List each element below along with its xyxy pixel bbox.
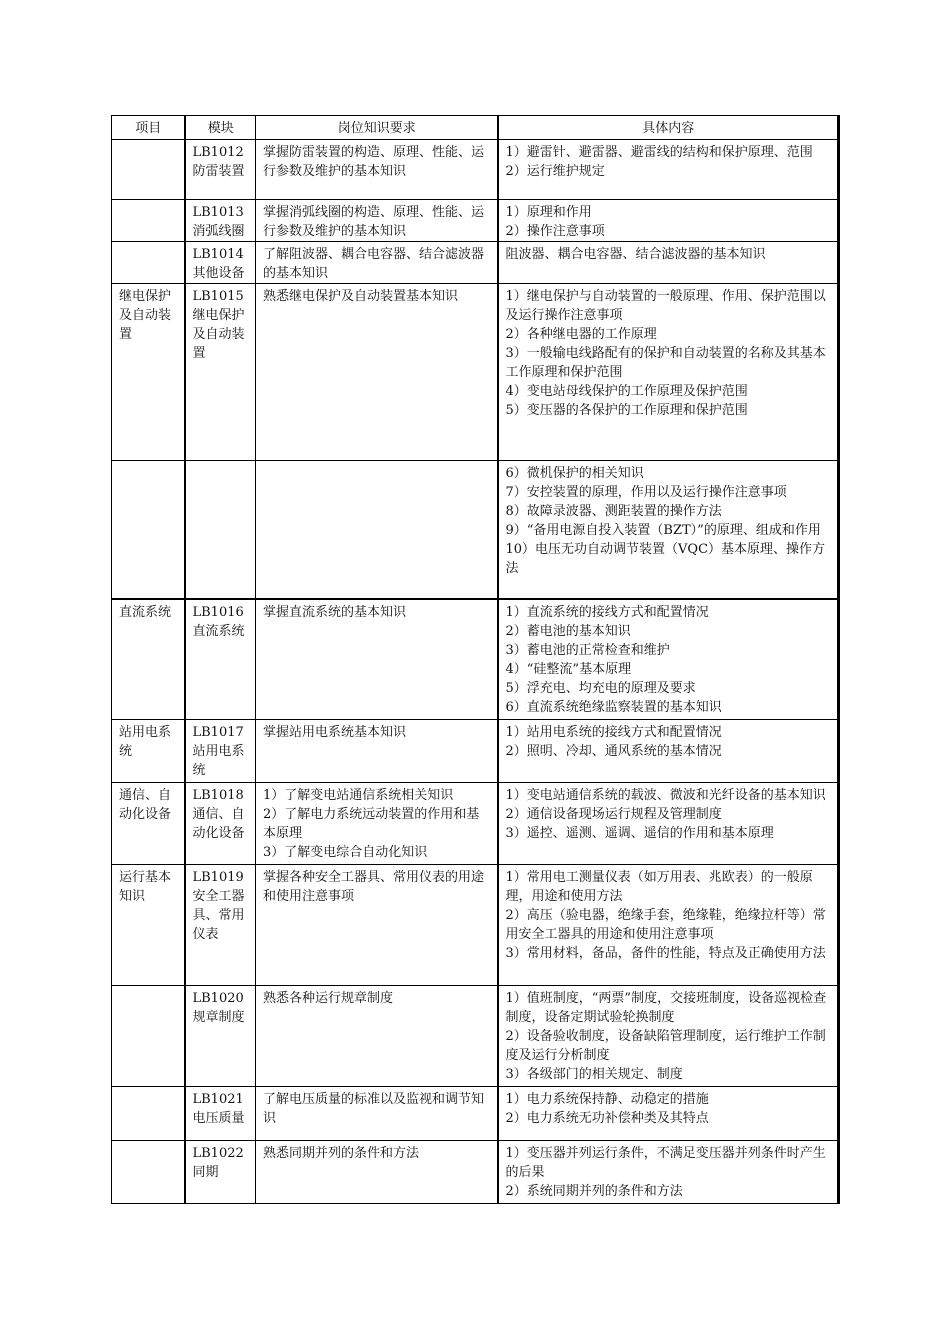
- cell-content-text: 1）原理和作用 2）操作注意事项: [505, 205, 605, 239]
- cell-module-text: LB1019 安全工器具、常用仪表: [192, 870, 245, 942]
- cell-module-text: LB1012 防雷装置: [192, 145, 245, 179]
- header-content: 具体内容: [498, 116, 839, 140]
- cell-content: [498, 1141, 839, 1204]
- cell-module: [185, 986, 256, 1087]
- cell-requirement-text: 掌握直流系统的基本知识: [263, 604, 407, 620]
- knowledge-requirements-table: [111, 115, 840, 1204]
- cell-content-text: 1）避雷针、避雷器、避雷线的结构和保护原理、范围 2）运行维护规定: [505, 145, 813, 179]
- cell-requirement: [256, 200, 498, 242]
- cell-content-text: 1）直流系统的接线方式和配置情况 2）蓄电池的基本知识 3）蓄电池的正常检查和维护 4）“硅整流”基本原理 5）浮充电、均充电的原理及要求 6）直流系统绝缘监察装置的基本知识: [505, 604, 722, 715]
- header-module: 模块: [185, 116, 256, 140]
- cell-requirement: [256, 461, 498, 599]
- cell-requirement: [256, 1087, 498, 1141]
- cell-item: [112, 1087, 185, 1141]
- header-requirement: 岗位知识要求: [256, 116, 498, 140]
- cell-requirement: [256, 720, 498, 783]
- cell-module: [185, 200, 256, 242]
- cell-content-text: 阻波器、耦合电容器、结合滤波器的基本知识: [505, 247, 766, 262]
- cell-item-text: 继电保护及自动装置: [119, 289, 172, 342]
- cell-item: [112, 986, 185, 1087]
- table-row: [112, 1141, 839, 1204]
- cell-requirement: [256, 284, 498, 461]
- cell-item-text: 运行基本知识: [119, 870, 172, 904]
- table-row: [112, 783, 839, 865]
- table-row: [112, 599, 839, 720]
- cell-requirement-text: 了解阻波器、耦合电容器、结合滤波器的基本知识: [263, 247, 485, 281]
- cell-module: [185, 140, 256, 200]
- cell-item: [112, 720, 185, 783]
- cell-content: [498, 1087, 839, 1141]
- cell-requirement: [256, 986, 498, 1087]
- cell-requirement-text: 熟悉各种运行规章制度: [263, 991, 394, 1006]
- table-row: [112, 986, 839, 1087]
- cell-content: [498, 720, 839, 783]
- cell-module-text: LB1013 消弧线圈: [192, 205, 245, 239]
- cell-module: [185, 1087, 256, 1141]
- cell-content: [498, 461, 839, 599]
- cell-requirement: [256, 242, 498, 284]
- cell-item-text: 通信、自动化设备: [119, 788, 172, 822]
- cell-module-text: LB1021 电压质量: [192, 1092, 245, 1126]
- header-item: 项目: [112, 116, 185, 140]
- cell-content: [498, 140, 839, 200]
- cell-requirement-text: 掌握各种安全工器具、常用仪表的用途和使用注意事项: [263, 870, 485, 904]
- cell-requirement-text: 掌握站用电系统基本知识: [263, 725, 407, 740]
- cell-content-text: 1）变压器并列运行条件，不满足变压器并列条件时产生的后果 2）系统同期并列的条件和方法: [505, 1146, 826, 1199]
- cell-content: [498, 783, 839, 865]
- cell-requirement-text: 熟悉同期并列的条件和方法: [263, 1146, 420, 1161]
- cell-module-text: LB1018 通信、自动化设备: [192, 788, 245, 841]
- table-row: [112, 720, 839, 783]
- table-row: [112, 140, 839, 200]
- cell-module: [185, 461, 256, 599]
- cell-item: [112, 1141, 185, 1204]
- cell-item: [112, 783, 185, 865]
- cell-module: [185, 1141, 256, 1204]
- cell-content-text: 6）微机保护的相关知识 7）安控装置的原理，作用以及运行操作注意事项 8）故障录波器、测距装置的操作方法 9）“备用电源自投入装置（BZT）”的原理、组成和作用 10）电压无功自动调节装置（VQC）基本原理、操作方法: [505, 466, 826, 576]
- cell-requirement-text: 熟悉继电保护及自动装置基本知识: [263, 289, 459, 304]
- table-row: [112, 242, 839, 284]
- cell-item: [112, 242, 185, 284]
- cell-requirement-text: 掌握防雷装置的构造、原理、性能、运行参数及维护的基本知识: [263, 145, 485, 179]
- cell-module-text: LB1014 其他设备: [192, 247, 245, 281]
- table-header-row: [112, 116, 839, 140]
- cell-requirement: [256, 865, 498, 986]
- cell-item: [112, 140, 185, 200]
- cell-module-text: LB1017 站用电系统: [192, 725, 245, 778]
- cell-requirement: [256, 140, 498, 200]
- cell-item: [112, 865, 185, 986]
- cell-module-text: LB1020 规章制度: [192, 991, 245, 1025]
- cell-module: [185, 284, 256, 461]
- table-row: [112, 1087, 839, 1141]
- cell-requirement-text: 了解电压质量的标准以及监视和调节知识: [263, 1092, 485, 1126]
- cell-module: [185, 720, 256, 783]
- cell-item: [112, 461, 185, 599]
- cell-module: [185, 242, 256, 284]
- cell-requirement-text: 掌握消弧线圈的构造、原理、性能、运行参数及维护的基本知识: [263, 205, 485, 239]
- cell-content-text: 1）电力系统保持静、动稳定的措施 2）电力系统无功补偿种类及其特点: [505, 1092, 709, 1126]
- cell-module-text: LB1016 直流系统: [192, 604, 245, 639]
- cell-requirement-text: 1）了解变电站通信系统相关知识 2）了解电力系统远动装置的作用和基本原理 3）了解变电综合自动化知识: [263, 788, 480, 860]
- table-row: [112, 200, 839, 242]
- cell-content: [498, 284, 839, 461]
- cell-content-text: 1）继电保护与自动装置的一般原理、作用、保护范围以及运行操作注意事项 2）各种继电器的工作原理 3）一般输电线路配有的保护和自动装置的名称及其基本工作原理和保护范围 4）变电站母线保护的工作原理及保护范围 5）变压器的各保护的工作原理和保护范围: [505, 289, 826, 418]
- cell-item: [112, 200, 185, 242]
- cell-content: [498, 242, 839, 284]
- cell-item: [112, 599, 185, 720]
- cell-item: [112, 284, 185, 461]
- cell-content-text: 1）站用电系统的接线方式和配置情况 2）照明、冷却、通风系统的基本情况: [505, 725, 722, 759]
- cell-requirement: [256, 1141, 498, 1204]
- cell-content-text: 1）变电站通信系统的载波、微波和光纤设备的基本知识 2）通信设备现场运行规程及管理制度 3）遥控、遥测、遥调、遥信的作用和基本原理: [505, 788, 826, 841]
- cell-content-text: 1）值班制度，“两票”制度，交接班制度，设备巡视检查制度，设备定期试验轮换制度 2）设备验收制度，设备缺陷管理制度，运行维护工作制度及运行分析制度 3）各级部门的相关规定、制度: [505, 991, 827, 1082]
- cell-content: [498, 200, 839, 242]
- cell-module-text: LB1015 继电保护及自动装置: [192, 289, 245, 361]
- cell-item-text: 直流系统: [119, 604, 172, 620]
- cell-content: [498, 986, 839, 1087]
- table-row: [112, 284, 839, 461]
- table-row: [112, 461, 839, 599]
- cell-module: [185, 599, 256, 720]
- cell-item-text: 站用电系统: [119, 725, 172, 759]
- cell-requirement: [256, 783, 498, 865]
- table-row: [112, 865, 839, 986]
- cell-content-text: 1）常用电工测量仪表（如万用表、兆欧表）的一般原理，用途和使用方法 2）高压（验电器，绝缘手套，绝缘鞋，绝缘拉杆等）常用安全工器具的用途和使用注意事项 3）常用材料，备品，备件的性能，特点及正确使用方法: [505, 870, 826, 961]
- cell-module: [185, 783, 256, 865]
- cell-content: [498, 865, 839, 986]
- cell-module-text: LB1022 同期: [192, 1146, 244, 1180]
- cell-content: [498, 599, 839, 720]
- cell-module: [185, 865, 256, 986]
- table-body: [112, 140, 839, 1204]
- cell-requirement: [256, 599, 498, 720]
